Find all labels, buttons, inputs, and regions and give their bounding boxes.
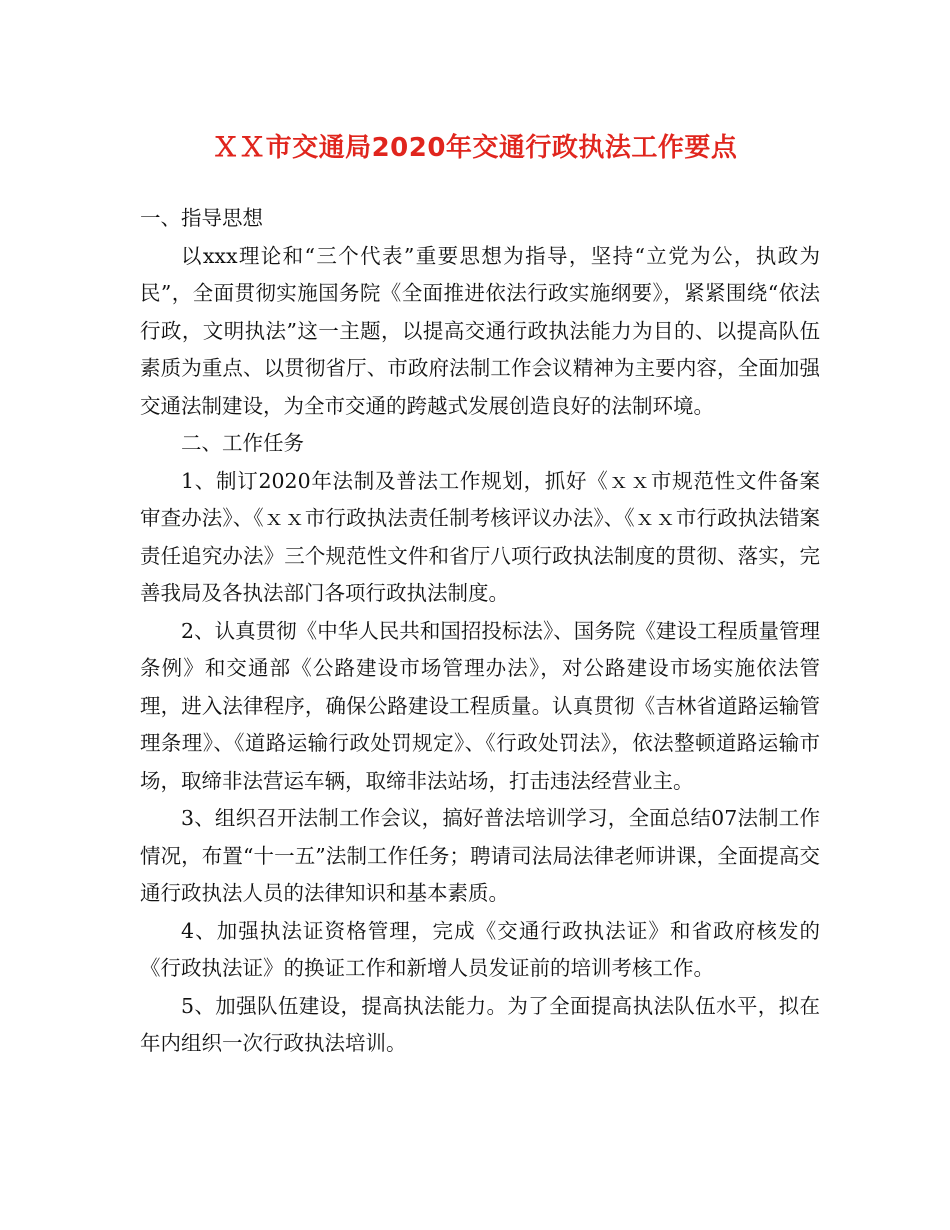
task-item-2: 2、认真贯彻《中华人民共和国招投标法》、国务院《建设工程质量管理条例》和交通部《公路建设市场管理办法》，对公路建设市场实施依法管理，进入法律程序，确保公路建设工程质量。认真贯彻《吉林省道路运输管理条理》、《道路运输行政处罚规定》、《行政处罚法》，依法整顿道路运输市场，取缔非法营运车辆，取缔非法站场，打击违法经营业主。 [140, 618, 820, 793]
section-heading-guiding-ideology: 一、指导思想 [140, 206, 263, 230]
section-heading-work-tasks: 二、工作任务 [181, 431, 304, 455]
document-title: ＸＸ市交通局2020年交通行政执法工作要点 [212, 133, 738, 163]
task-item-1: 1、制订2020年法制及普法工作规划，抓好《ｘｘ市规范性文件备案审查办法》、《ｘｘ市行政执法责任制考核评议办法》、《ｘｘ市行政执法错案责任追究办法》三个规范性文件和省厅八项行政执法制度的贯彻、落实，完善我局及各执法部门各项行政执法制度。 [140, 468, 820, 605]
task-item-5: 5、加强队伍建设，提高执法能力。为了全面提高执法队伍水平，拟在年内组织一次行政执法培训。 [140, 993, 820, 1055]
document-body [140, 200, 820, 1063]
paragraph-guiding-ideology: 以xxx理论和“三个代表”重要思想为指导，坚持“立党为公，执政为民”，全面贯彻实施国务院《全面推进依法行政实施纲要》，紧紧围绕“依法行政，文明执法”这一主题，以提高交通行政执法能力为目的、以提高队伍素质为重点、以贯彻省厅、市政府法制工作会议精神为主要内容，全面加强交通法制建设，为全市交通的跨越式发展创造良好的法制环境。 [140, 243, 820, 418]
task-item-3: 3、组织召开法制工作会议，搞好普法培训学习，全面总结07法制工作情况，布置“十一五”法制工作任务；聘请司法局法律老师讲课，全面提高交通行政执法人员的法律知识和基本素质。 [140, 806, 820, 905]
task-item-4: 4、加强执法证资格管理，完成《交通行政执法证》和省政府核发的《行政执法证》的换证工作和新增人员发证前的培训考核工作。 [140, 918, 820, 980]
